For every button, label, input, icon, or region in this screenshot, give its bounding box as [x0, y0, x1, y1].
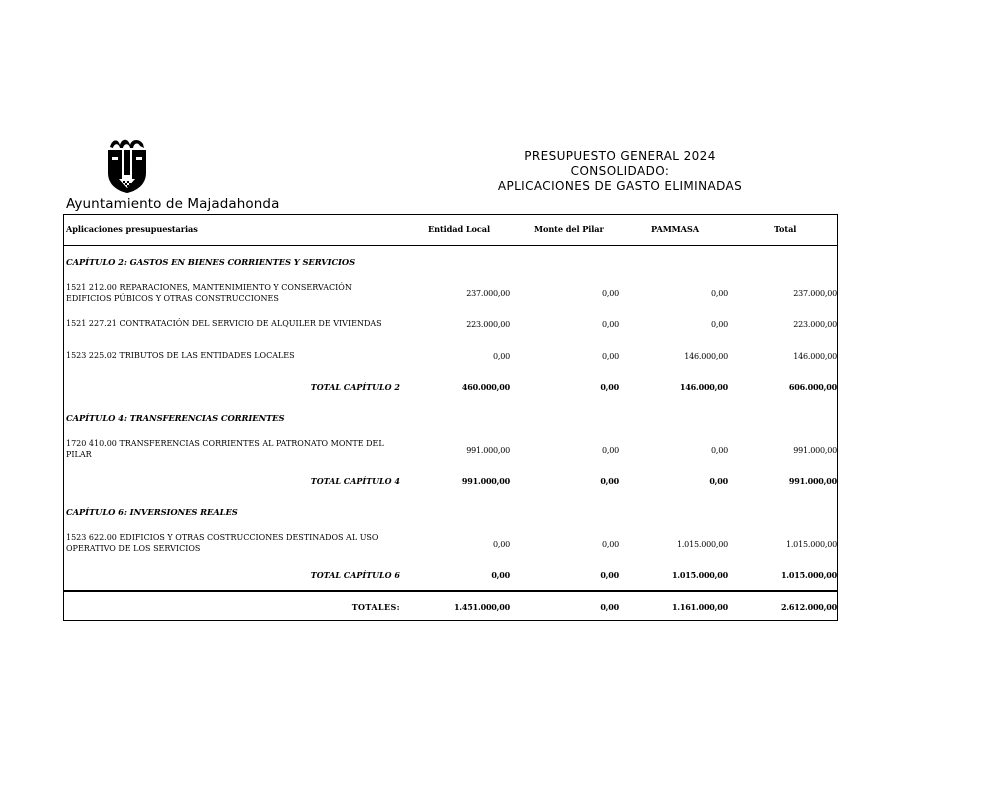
table-row-description: 1523 225.02 TRIBUTOS DE LAS ENTIDADES LOCALES	[66, 351, 295, 360]
organization-name: Ayuntamiento de Majadahonda	[66, 196, 280, 212]
table-cell-entidad-local: 0,00	[492, 540, 510, 549]
chapter-total-pammasa: 1.015.000,00	[671, 570, 728, 580]
table-row-description: 1720 410.00 TRANSFERENCIAS CORRIENTES AL PATRONATO MONTE DEL PILAR	[66, 439, 384, 459]
table-cell-pammasa: 0,00	[710, 320, 728, 329]
table-cell-entidad-local: 237.000,00	[466, 289, 510, 298]
table-cell-monte-del-pilar: 0,00	[601, 540, 619, 549]
table-cell-total: 146.000,00	[793, 352, 837, 361]
grand-total-total: 2.612.000,00	[780, 602, 837, 612]
chapter-total-entidad-local: 460.000,00	[461, 382, 510, 392]
table-cell-monte-del-pilar: 0,00	[601, 289, 619, 298]
table-cell-total: 223.000,00	[793, 320, 837, 329]
chapter-total-label: TOTAL CAPÍTULO 4	[310, 476, 400, 486]
chapter-total-pammasa: 146.000,00	[679, 382, 728, 392]
table-cell-pammasa: 0,00	[710, 289, 728, 298]
column-header-total: Total	[774, 224, 797, 234]
chapter-title: CAPÍTULO 4: TRANSFERENCIAS CORRIENTES	[66, 413, 285, 423]
chapter-title: CAPÍTULO 2: GASTOS EN BIENES CORRIENTES Y SERVICIOS	[66, 257, 356, 267]
title-line-1: PRESUPUESTO GENERAL 2024	[524, 149, 716, 163]
table-cell-entidad-local: 223.000,00	[466, 320, 510, 329]
chapter-total-monte-del-pilar: 0,00	[600, 570, 619, 580]
title-line-3: APLICACIONES DE GASTO ELIMINADAS	[497, 179, 743, 193]
budget-table	[63, 214, 838, 621]
grand-total-divider	[64, 590, 837, 592]
column-header-pammasa: PAMMASA	[651, 224, 699, 234]
header-divider	[64, 245, 837, 246]
table-cell-total: 237.000,00	[793, 289, 837, 298]
table-cell-pammasa: 0,00	[710, 446, 728, 455]
table-cell-pammasa: 1.015.000,00	[676, 540, 728, 549]
chapter-total-total: 606.000,00	[788, 382, 837, 392]
column-header-monte-del-pilar: Monte del Pilar	[534, 224, 604, 234]
chapter-total-entidad-local: 991.000,00	[461, 476, 510, 486]
majadahonda-coat-of-arms-logo	[104, 135, 150, 193]
chapter-total-total: 991.000,00	[788, 476, 837, 486]
table-cell-total: 991.000,00	[793, 446, 837, 455]
chapter-total-monte-del-pilar: 0,00	[600, 382, 619, 392]
table-row-description: 1523 622.00 EDIFICIOS Y OTRAS COSTRUCCIONES DESTINADOS AL USO OPERATIVO DE LOS SERVICIOS	[66, 533, 379, 553]
chapter-total-pammasa: 0,00	[709, 476, 728, 486]
chapter-total-monte-del-pilar: 0,00	[600, 476, 619, 486]
chapter-total-label: TOTAL CAPÍTULO 6	[310, 570, 400, 580]
table-cell-monte-del-pilar: 0,00	[601, 352, 619, 361]
table-row-description: 1521 227.21 CONTRATACIÓN DEL SERVICIO DE ALQUILER DE VIVIENDAS	[66, 319, 382, 328]
table-cell-entidad-local: 991.000,00	[466, 446, 510, 455]
table-cell-pammasa: 146.000,00	[684, 352, 728, 361]
grand-total-label: TOTALES:	[351, 602, 400, 612]
table-cell-monte-del-pilar: 0,00	[601, 446, 619, 455]
chapter-total-total: 1.015.000,00	[780, 570, 837, 580]
chapter-total-entidad-local: 0,00	[491, 570, 510, 580]
table-cell-entidad-local: 0,00	[492, 352, 510, 361]
chapter-title: CAPÍTULO 6: INVERSIONES REALES	[66, 507, 238, 517]
table-cell-monte-del-pilar: 0,00	[601, 320, 619, 329]
column-header-aplicaciones: Aplicaciones presupuestarias	[66, 224, 198, 234]
chapter-total-label: TOTAL CAPÍTULO 2	[310, 382, 400, 392]
table-row-description: 1521 212.00 REPARACIONES, MANTENIMIENTO Y CONSERVACIÓN EDIFICIOS PÚBICOS Y OTRAS CONSTRUCCIONES	[66, 283, 352, 303]
column-header-entidad-local: Entidad Local	[428, 224, 491, 234]
title-line-2: CONSOLIDADO:	[570, 164, 670, 178]
grand-total-entidad-local: 1.451.000,00	[453, 602, 510, 612]
grand-total-monte-del-pilar: 0,00	[600, 602, 619, 612]
grand-total-pammasa: 1.161.000,00	[671, 602, 728, 612]
document-title	[470, 149, 770, 194]
table-cell-total: 1.015.000,00	[785, 540, 837, 549]
